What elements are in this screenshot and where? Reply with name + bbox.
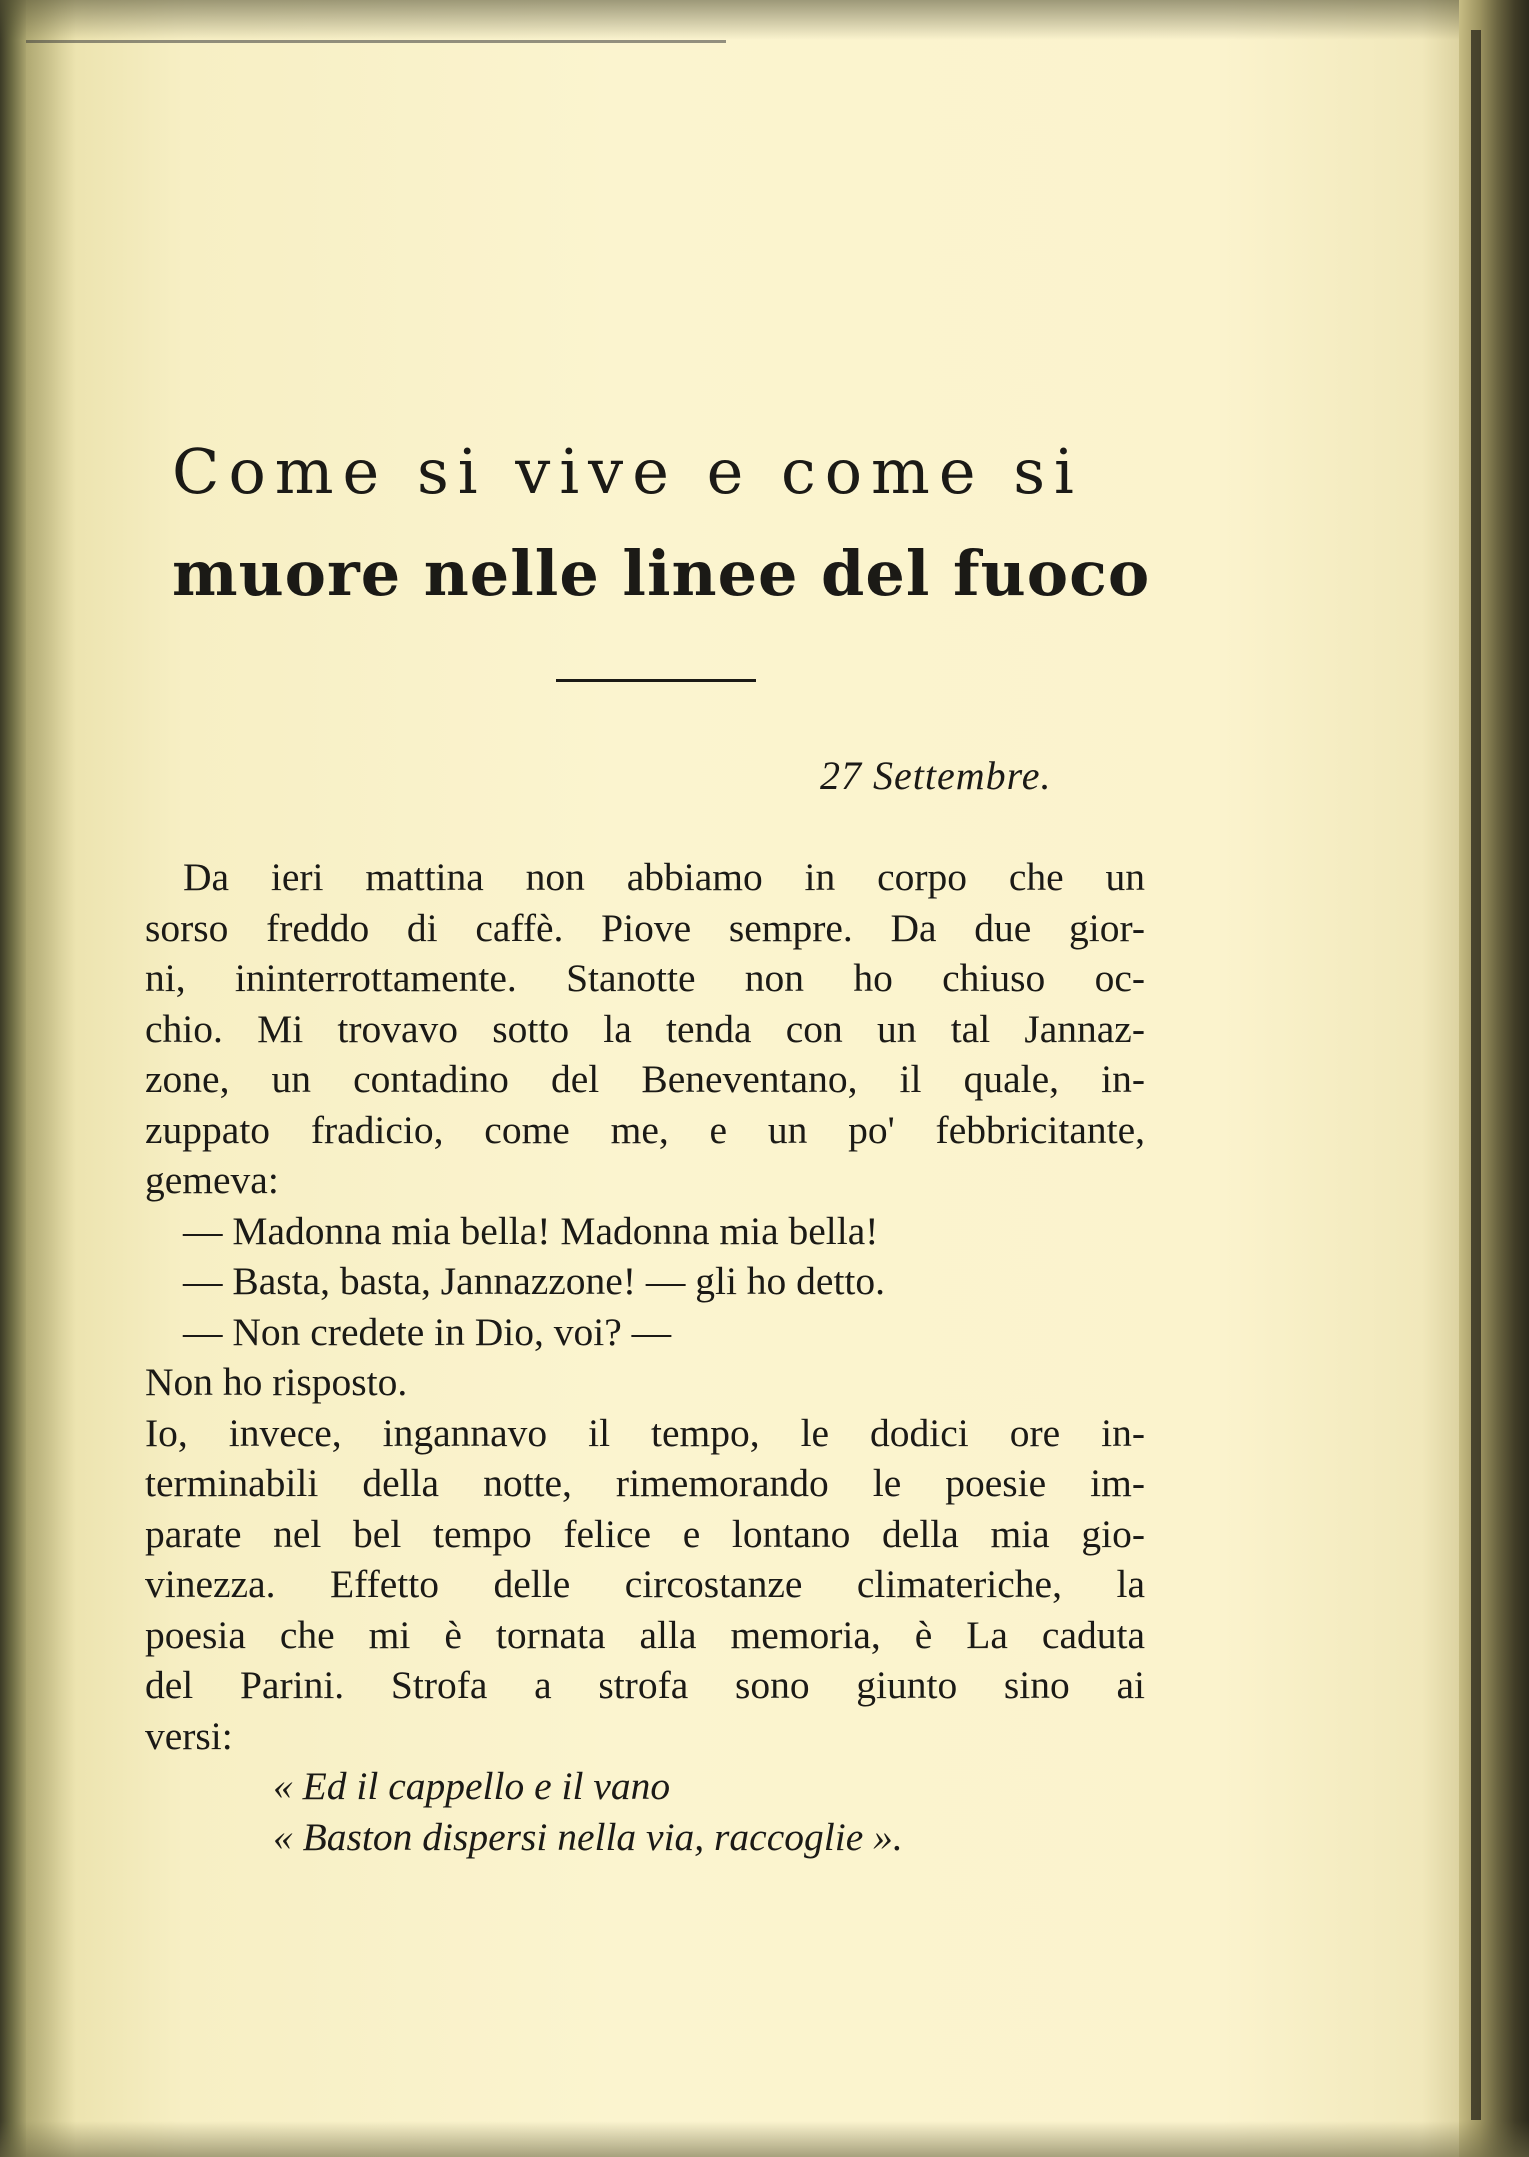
text-line: Non ho risposto. xyxy=(145,1360,408,1404)
text-line: vinezza. Effetto delle circostanze climateriche, la xyxy=(145,1562,1145,1606)
text-line: « Baston dispersi nella via, raccoglie ». xyxy=(273,1814,903,1859)
chapter-title-line-1: Come si vive e come si xyxy=(172,435,1083,508)
text-line: parate nel bel tempo felice e lontano della mia gio- xyxy=(145,1511,1145,1556)
entry-date: 27 Settembre. xyxy=(820,753,1052,798)
text-line: terminabili della notte, rimemorando le poesie im- xyxy=(145,1461,1145,1505)
text-line: sorso freddo di caffè. Piove sempre. Da due gior- xyxy=(145,905,1145,950)
body-text xyxy=(145,852,1145,1862)
text-line: del Parini. Strofa a strofa sono giunto sino ai xyxy=(145,1663,1145,1707)
text-line: poesia che mi è tornata alla memoria, è La caduta xyxy=(145,1612,1145,1657)
text-line: gemeva: xyxy=(145,1158,279,1202)
text-line: — Basta, basta, Jannazzone! — gli ho detto. xyxy=(183,1259,886,1303)
text-line: Da ieri mattina non abbiamo in corpo che un xyxy=(183,855,1145,899)
text-line: zuppato fradicio, come me, e un po' febbricitante, xyxy=(145,1107,1145,1152)
text-line: chio. Mi trovavo sotto la tenda con un tal Jannaz- xyxy=(145,1006,1145,1051)
text-line: — Non credete in Dio, voi? — xyxy=(183,1309,672,1354)
chapter-title-line-2: muore nelle linee del fuoco xyxy=(172,537,1151,610)
title-divider xyxy=(556,679,756,682)
text-line: Io, invece, ingannavo il tempo, le dodici ore in- xyxy=(145,1410,1145,1455)
text-line: « Ed il cappello e il vano xyxy=(273,1764,671,1808)
text-line: zone, un contadino del Beneventano, il quale, in- xyxy=(145,1057,1145,1101)
text-line: ni, ininterrottamente. Stanotte non ho chiuso oc- xyxy=(145,956,1145,1000)
text-line: versi: xyxy=(145,1713,233,1758)
text-line: — Madonna mia bella! Madonna mia bella! xyxy=(183,1208,879,1253)
